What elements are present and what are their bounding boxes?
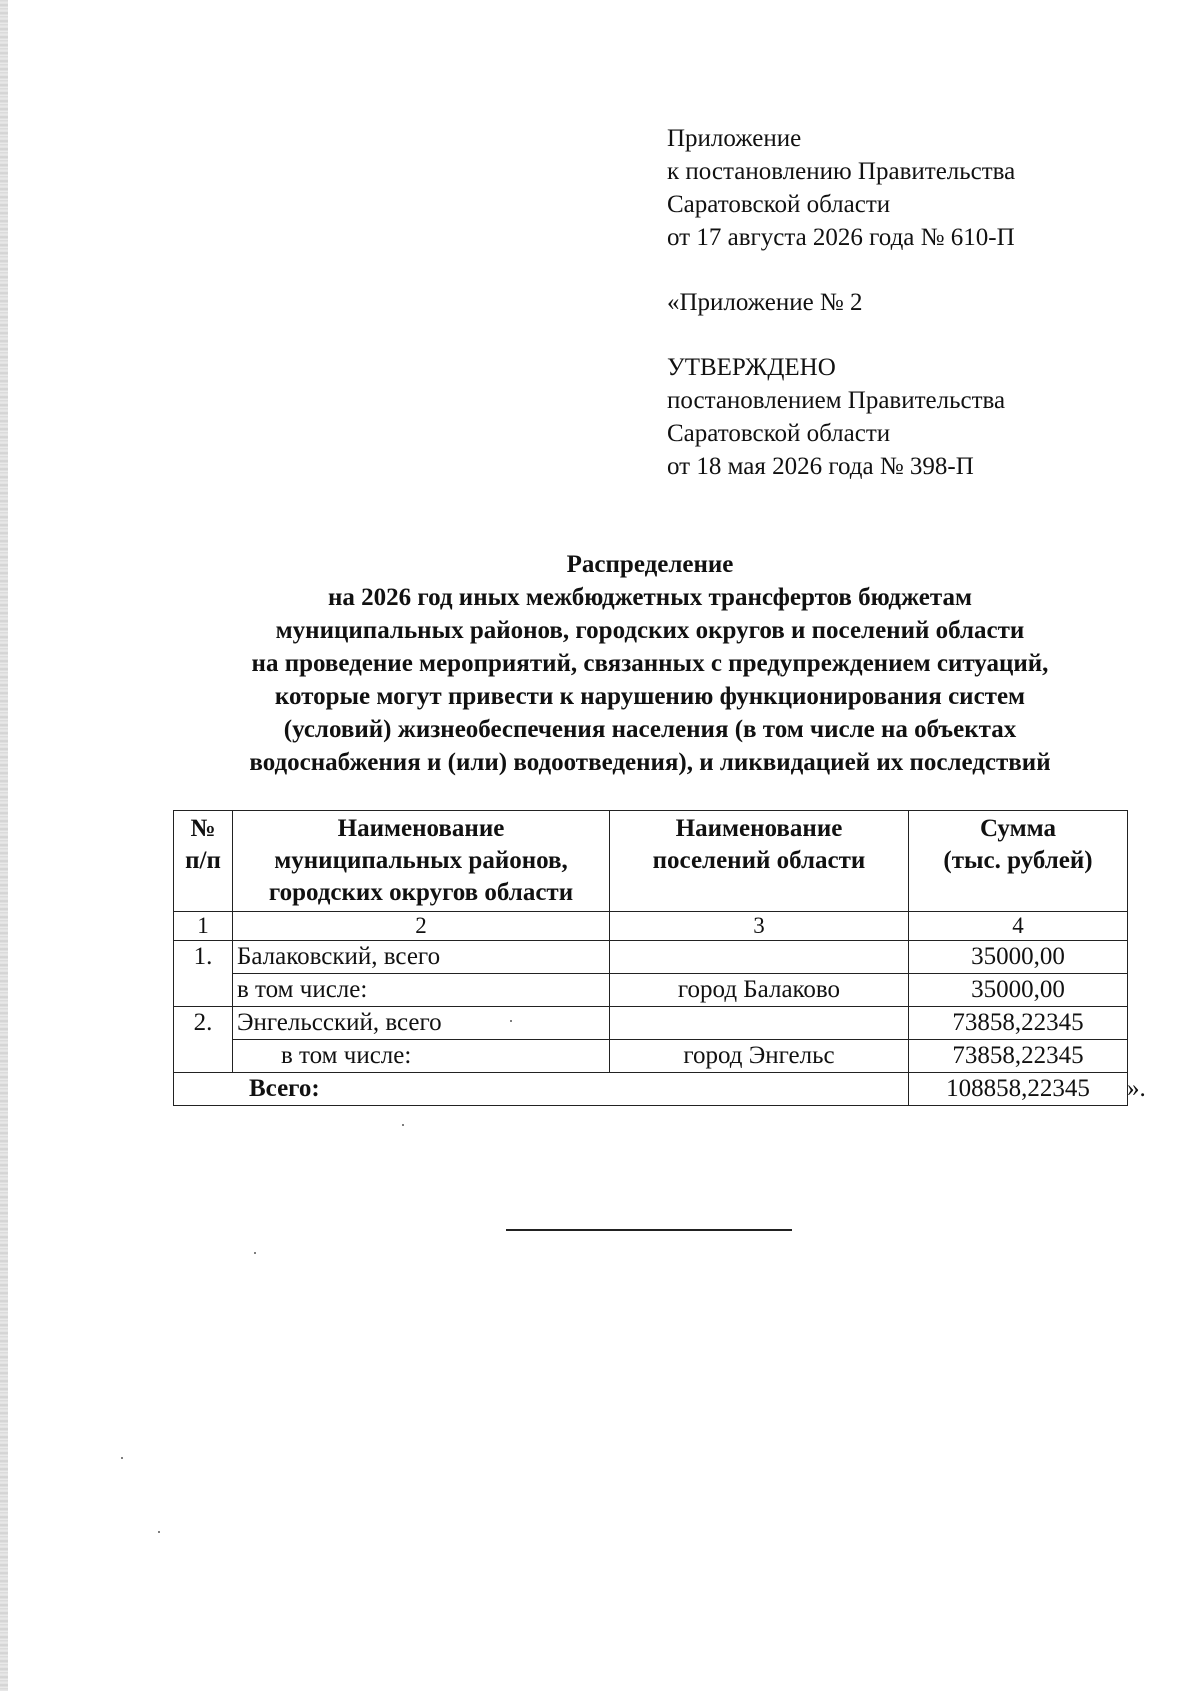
scan-speck [121,1457,123,1459]
table-row [174,1040,1128,1073]
approved-line: постановлением Правительства [667,387,1006,414]
header-text: Наименование [337,815,505,842]
title-line: муниципальных районов, городских округов и поселений области [275,617,1025,644]
district-name: Энгельсский, всего [233,1007,610,1040]
appendix-line: к постановлению Правительства [667,158,1016,185]
appendix-line: Саратовской области [667,191,891,218]
row-sum: 73858,22345 [909,1007,1128,1040]
title-line: Распределение [566,551,734,578]
column-header-district [233,811,610,912]
approved-line: УТВЕРЖДЕНО [667,354,836,381]
column-number-row [174,912,1128,941]
approved-line: от 18 мая 2026 года № 398-П [667,453,974,480]
header-text: городских округов области [268,879,574,906]
title-line: водоснабжения и (или) водоотведения), и ликвидацией их последствий [249,749,1051,776]
total-sum: 108858,22345 [909,1073,1128,1106]
row-sum: 35000,00 [909,974,1128,1007]
title-line: на 2026 год иных межбюджетных трансфертов бюджетам [327,584,973,611]
title-line: на проведение мероприятий, связанных с предупреждением ситуаций, [251,650,1049,677]
appendix-line: от 17 августа 2026 года № 610-П [667,224,1015,251]
header-text: муниципальных районов, [274,847,568,874]
header-block [667,122,1147,483]
document-title [150,548,1150,779]
settlement-name: город Балаково [610,974,909,1007]
distribution-table [173,810,1128,1106]
scan-edge-artifact [0,0,8,1691]
appendix-line: Приложение [667,125,802,152]
total-label: Всего: [174,1073,909,1106]
row-number: 1. [174,941,233,1007]
scan-speck [510,1020,512,1022]
closing-quote: ». [1127,1075,1146,1102]
appendix-number: «Приложение № 2 [667,289,863,316]
header-text: Наименование [675,815,843,842]
title-line: которые могут привести к нарушению функционирования систем [274,683,1026,710]
column-header-number [174,811,233,912]
column-number: 2 [233,912,610,941]
sub-label: в том числе: [233,974,610,1007]
district-name: Балаковский, всего [233,941,610,974]
scan-speck [402,1124,404,1126]
settlement-name [610,941,909,974]
column-number: 4 [909,912,1128,941]
header-text: поселений области [652,847,866,874]
sub-label: в том числе: [233,1040,610,1073]
row-number: 2. [174,1007,233,1073]
table-row [174,1007,1128,1040]
header-text: (тыс. рублей) [943,847,1093,874]
column-number: 1 [174,912,233,941]
header-text: Сумма [980,815,1056,842]
header-text: № [190,815,216,842]
column-header-sum [909,811,1128,912]
approved-line: Саратовской области [667,420,891,447]
header-text: п/п [185,847,221,874]
total-row [174,1073,1128,1106]
row-sum: 73858,22345 [909,1040,1128,1073]
title-line: (условий) жизнеобеспечения населения (в том числе на объектах [283,716,1017,743]
settlement-name [610,1007,909,1040]
table-row [174,974,1128,1007]
settlement-name: город Энгельс [610,1040,909,1073]
bottom-rule-divider [506,1229,792,1231]
scan-speck [254,1252,256,1254]
table-row [174,941,1128,974]
column-header-settlement [610,811,909,912]
row-sum: 35000,00 [909,941,1128,974]
table-header-row [174,811,1128,912]
column-number: 3 [610,912,909,941]
scan-speck [158,1531,160,1533]
